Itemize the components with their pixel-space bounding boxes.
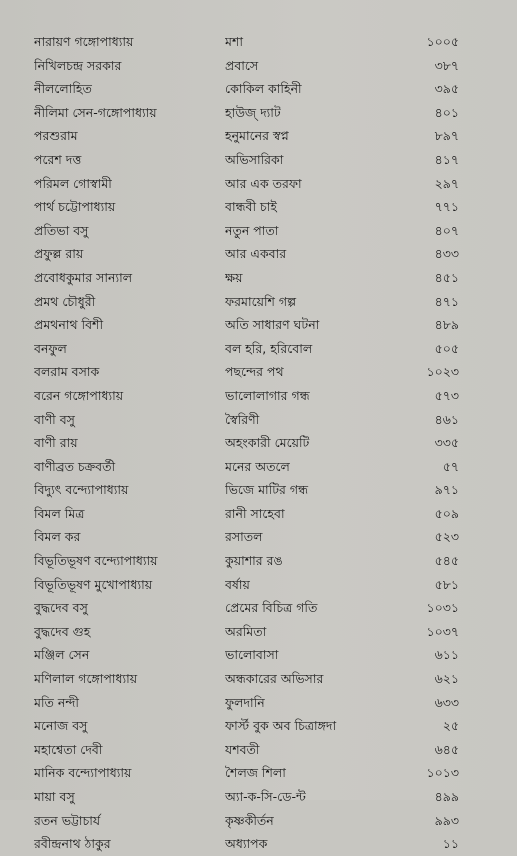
author-name: বনফুল (34, 340, 67, 356)
author-name: বরেন গঙ্গোপাধ্যায় (34, 387, 124, 403)
author-name: বুদ্ধদেব গুহ (34, 623, 91, 639)
toc-entry (0, 738, 517, 762)
author-name: বিভূতিভূষণ বন্দ্যোপাধ্যায় (34, 553, 158, 569)
author-name: প্রমথ চৌধুরী (34, 293, 96, 309)
page-number: ১০৩৭ (426, 623, 459, 639)
story-title: অহংকারী মেয়েটি (225, 435, 310, 451)
page-number: ৫৭ (442, 458, 459, 474)
page-number: ৫০৯ (434, 505, 459, 521)
page-number: ৪১৭ (434, 151, 459, 167)
author-name: বাণী বসু (34, 411, 75, 427)
author-name: বিমল কর (34, 529, 81, 545)
author-name: রতন ভট্টাচার্য (34, 812, 101, 828)
page-number: ৮৯৭ (434, 128, 459, 144)
author-name: প্রমথনাথ বিশী (34, 317, 104, 333)
toc-entry (0, 643, 517, 667)
toc-entry (0, 290, 517, 314)
story-title: ভালোলাগার গন্ধ (225, 387, 310, 403)
story-title: কোকিল কাহিনী (225, 81, 302, 97)
story-title: ফুলদানি (225, 694, 265, 710)
toc-entry (0, 195, 517, 219)
story-title: ভিজে মাটির গন্ধ (225, 482, 308, 498)
story-title: স্বৈরিণী (225, 411, 260, 427)
author-name: বলরাম বসাক (34, 364, 100, 380)
author-name: মনোজ বসু (34, 718, 88, 734)
author-name: মহাশ্বেতা দেবী (34, 741, 103, 757)
page-number: ৩৮৭ (434, 57, 459, 73)
author-name: নিখিলচন্দ্র সরকার (34, 57, 122, 73)
story-title: আর একবার (225, 246, 287, 262)
page-number: ৪৩৩ (434, 246, 459, 262)
page-number: ৬৩৩ (434, 694, 459, 710)
story-title: মনের অতলে (225, 458, 290, 474)
page-number: ৪৯৯ (434, 789, 459, 804)
author-name: বিমল মিত্র (34, 505, 85, 521)
story-title: শৈলজ শিলা (225, 765, 286, 781)
toc-entry (0, 360, 517, 384)
page-number: ৭৭১ (434, 199, 459, 215)
toc-entry (0, 101, 517, 125)
author-name: প্রতিভা বসু (34, 222, 89, 238)
author-name: বাণীব্রত চক্রবর্তী (34, 458, 116, 474)
table-of-contents (0, 30, 517, 856)
toc-entry (0, 431, 517, 455)
toc-entry (0, 667, 517, 691)
toc-entry (0, 242, 517, 266)
author-name: নীললোহিত (34, 81, 92, 97)
page-number: ৪৮৯ (434, 317, 459, 333)
toc-entry (0, 525, 517, 549)
story-title: কুয়াশার রঙ (225, 553, 283, 569)
author-name: বুদ্ধদেব বসু (34, 600, 88, 616)
page-number: ১০২৩ (426, 364, 459, 380)
toc-entry (0, 549, 517, 573)
story-title: হাউজ্ দ্যাট (225, 104, 281, 120)
story-title: রসাতল (225, 529, 263, 545)
toc-entry (0, 455, 517, 479)
story-title: প্রবাসে (225, 57, 259, 73)
toc-entry (0, 313, 517, 337)
toc-entry (0, 124, 517, 148)
page-number: ৪৫১ (434, 269, 459, 285)
story-title: বর্ষায় (225, 576, 250, 592)
page-number: ৬২১ (434, 671, 459, 687)
story-title: ফরমায়েশি গল্প (225, 293, 297, 309)
story-title: ভালোবাসা (225, 647, 279, 663)
author-name: মতি নন্দী (34, 694, 79, 710)
page-number: ৪০১ (434, 104, 459, 120)
page-number: ১০১৩ (426, 765, 459, 781)
author-name: রবীন্দ্রনাথ ঠাকুর (34, 836, 111, 852)
author-name: প্রফুল্ল রায় (34, 246, 84, 262)
page-number: ৪০৭ (434, 222, 459, 238)
author-name: নীলিমা সেন-গঙ্গোপাধ্যায় (34, 104, 157, 120)
toc-entry (0, 148, 517, 172)
toc-entry (0, 384, 517, 408)
toc-entry (0, 714, 517, 738)
toc-entry (0, 809, 517, 833)
author-name: মায়া বসু (34, 789, 75, 804)
page-number: ৫৪৫ (434, 553, 459, 569)
author-name: পরশুরাম (34, 128, 78, 144)
story-title: প্রেমের বিচিত্র গতি (225, 600, 318, 616)
toc-entry (0, 832, 517, 856)
toc-entry (0, 761, 517, 785)
page-number: ১১ (442, 836, 459, 852)
page-number: ৫০৫ (434, 340, 459, 356)
story-title: অতি সাধারণ ঘটনা (225, 317, 320, 333)
page-number: ৯৭১ (434, 482, 459, 498)
page-number: ২৯৭ (434, 175, 459, 191)
toc-entry (0, 620, 517, 644)
story-title: আর এক তরফা (225, 175, 302, 191)
toc-entry (0, 54, 517, 78)
story-title: যশবতী (225, 741, 260, 757)
story-title: অন্ধকারের অভিসার (225, 671, 324, 687)
page-number: ৪৭১ (434, 293, 459, 309)
toc-entry (0, 573, 517, 597)
author-name: বাণী রায় (34, 435, 78, 451)
toc-entry (0, 172, 517, 196)
author-name: নারায়ণ গঙ্গোপাধ্যায় (34, 34, 134, 49)
author-name: বিভূতিভূষণ মুখোপাধ্যায় (34, 576, 153, 592)
story-title: হনুমানের স্বপ্ন (225, 128, 289, 144)
page-number: ৩৯৫ (434, 81, 459, 97)
page-number: ১০৩১ (426, 600, 459, 616)
story-title: কৃষ্ণকীর্তন (225, 812, 274, 828)
story-title: বান্ধবী চাই (225, 199, 277, 215)
story-title: অ্যা-ক-সি-ডে-ন্ট (225, 789, 306, 804)
toc-entry (0, 219, 517, 243)
toc-entry (0, 77, 517, 101)
page-number: ৩৩৫ (434, 435, 459, 451)
page-number: ৯৯৩ (434, 812, 459, 828)
story-title: পছন্দের পথ (225, 364, 284, 380)
author-name: পার্থ চট্টোপাধ্যায় (34, 199, 116, 215)
author-name: পরেশ দত্ত (34, 151, 82, 167)
story-title: বল হরি, হরিবোল (225, 340, 313, 356)
author-name: মঞ্জিল সেন (34, 647, 90, 663)
author-name: মণিলাল গঙ্গোপাধ্যায় (34, 671, 138, 687)
story-title: ক্ষয় (225, 269, 243, 285)
page-number: ৫৮১ (434, 576, 459, 592)
story-title: মশা (225, 34, 243, 49)
page-number: ৬৪৫ (434, 741, 459, 757)
page-number: ৫৭৩ (434, 387, 459, 403)
page-number: ৬১১ (434, 647, 459, 663)
toc-entry (0, 266, 517, 290)
story-title: রানী সাহেবা (225, 505, 285, 521)
page-number: ৪৬১ (434, 411, 459, 427)
author-name: বিদ্যুৎ বন্দ্যোপাধ্যায় (34, 482, 129, 498)
story-title: ফার্স্ট বুক অব চিত্রাঙ্গদা (225, 718, 337, 734)
toc-entry (0, 785, 517, 809)
page-number: ২৫ (442, 718, 459, 734)
story-title: অরমিতা (225, 623, 267, 639)
page-number: ৫২৩ (434, 529, 459, 545)
story-title: অভিসারিকা (225, 151, 284, 167)
page-number: ১০০৫ (426, 34, 459, 49)
toc-entry (0, 502, 517, 526)
toc-entry (0, 30, 517, 54)
story-title: নতুন পাতা (225, 222, 279, 238)
toc-entry (0, 596, 517, 620)
author-name: প্রবোধকুমার সান্যাল (34, 269, 133, 285)
toc-entry (0, 337, 517, 361)
toc-entry (0, 408, 517, 432)
author-name: পরিমল গোস্বামী (34, 175, 112, 191)
author-name: মানিক বন্দ্যোপাধ্যায় (34, 765, 132, 781)
toc-entry (0, 691, 517, 715)
story-title: অধ্যাপক (225, 836, 268, 852)
toc-entry (0, 478, 517, 502)
